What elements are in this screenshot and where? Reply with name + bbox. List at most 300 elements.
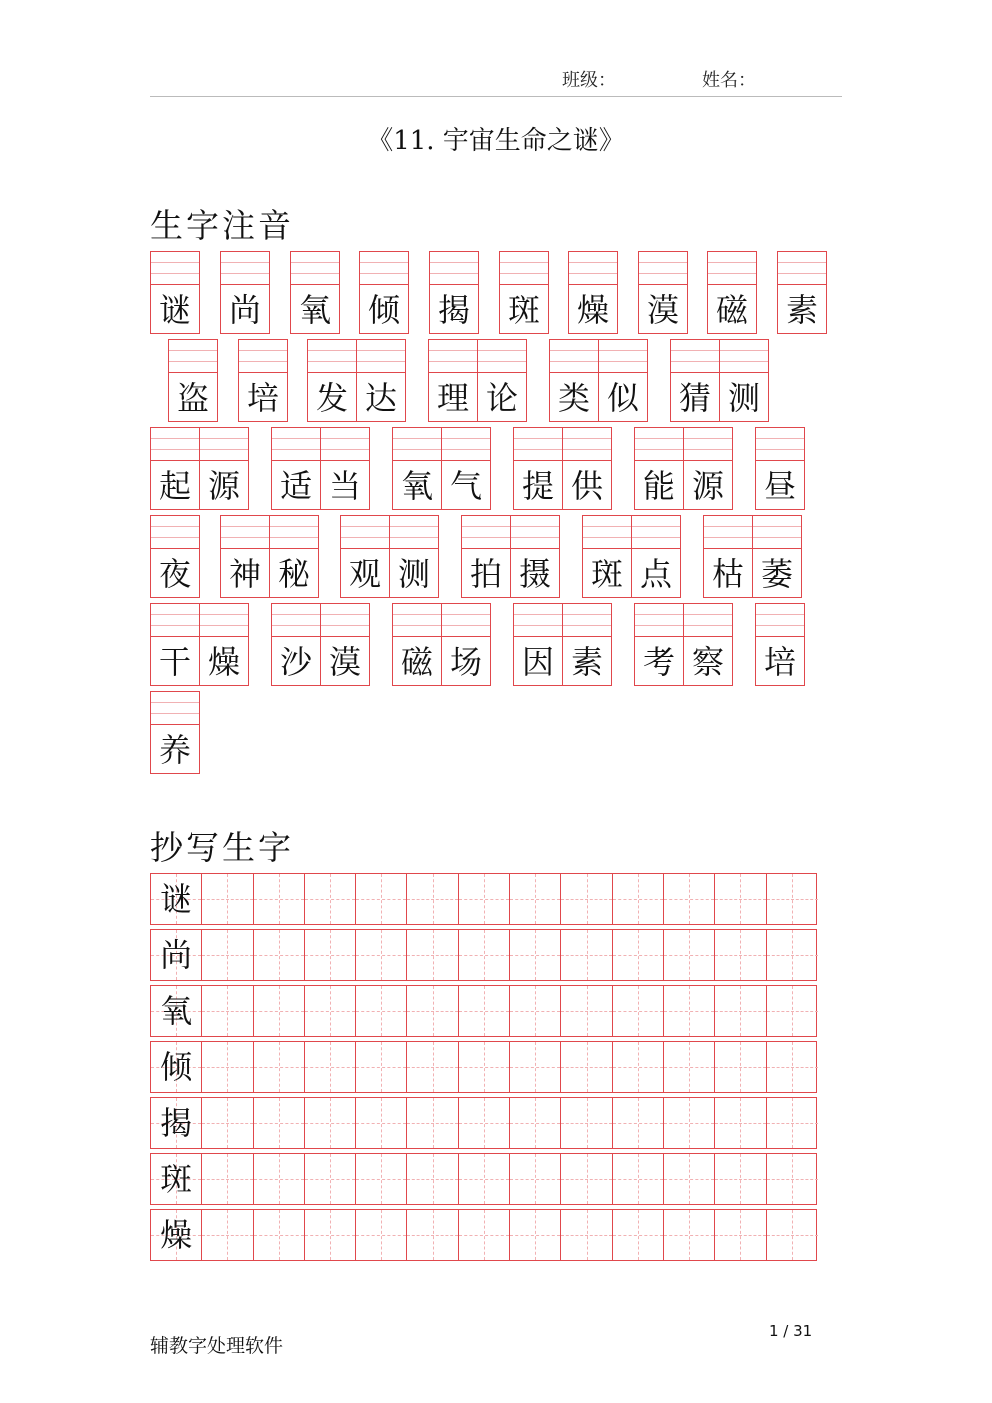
pinyin-lines [151, 516, 199, 549]
copy-cell[interactable] [305, 1042, 356, 1092]
copy-cell[interactable] [254, 1154, 305, 1204]
guide-line-h [202, 1235, 252, 1236]
pinyin-cell [683, 427, 733, 510]
pinyin-cell [513, 603, 563, 686]
copy-cell[interactable] [715, 874, 766, 924]
pinyin-lines [221, 252, 269, 285]
pinyin-lines [321, 428, 369, 461]
vocab-char: 枯 [711, 555, 744, 593]
vocab-word [392, 603, 491, 686]
vocab-char: 当 [328, 467, 361, 505]
vocab-char: 摄 [518, 555, 551, 593]
copy-cell[interactable] [202, 1098, 253, 1148]
vocab-char: 因 [521, 643, 554, 681]
copy-cell[interactable] [664, 1042, 715, 1092]
pinyin-lines [478, 340, 526, 373]
pinyin-cell [670, 339, 720, 422]
copy-lead-cell [151, 930, 202, 980]
guide-line-h [254, 955, 304, 956]
guide-line-h [356, 899, 406, 900]
guide-line-h [356, 1179, 406, 1180]
vocab-char: 拍 [469, 555, 502, 593]
vocab-word [499, 251, 549, 334]
copy-cell[interactable] [561, 1154, 612, 1204]
copy-cell[interactable] [305, 930, 356, 980]
guide-line-h [715, 1011, 765, 1012]
copy-cell[interactable] [356, 874, 407, 924]
section-copy: 抄写生字 [150, 828, 294, 867]
guide-line-h [561, 1123, 611, 1124]
guide-line-h [613, 1235, 663, 1236]
guide-line-h [356, 955, 406, 956]
pinyin-lines [341, 516, 389, 549]
pinyin-lines [514, 428, 562, 461]
copy-cell[interactable] [510, 1098, 561, 1148]
copy-cell[interactable] [407, 986, 458, 1036]
pinyin-lines [151, 252, 199, 285]
guide-line-h [305, 1011, 355, 1012]
pinyin-lines [569, 252, 617, 285]
pinyin-cell [220, 251, 270, 334]
copy-cell[interactable] [202, 930, 253, 980]
pinyin-cell [199, 427, 249, 510]
copy-cell[interactable] [613, 986, 664, 1036]
copy-lead-cell [151, 1210, 202, 1260]
guide-line-h [561, 1235, 611, 1236]
pinyin-lines [756, 604, 804, 637]
vocab-word [634, 603, 733, 686]
copy-cell[interactable] [254, 1098, 305, 1148]
copy-cell[interactable] [305, 1210, 356, 1260]
copy-cell[interactable] [715, 930, 766, 980]
guide-line-h [254, 1179, 304, 1180]
copy-cell[interactable] [510, 1154, 561, 1204]
guide-line-h [664, 899, 714, 900]
guide-line-h [305, 955, 355, 956]
copy-cell[interactable] [356, 1154, 407, 1204]
pinyin-lines [708, 252, 756, 285]
pinyin-cell [199, 603, 249, 686]
copy-cell[interactable] [664, 930, 715, 980]
vocab-char: 氧 [400, 467, 433, 505]
copy-cell[interactable] [305, 986, 356, 1036]
copy-cell[interactable] [767, 1210, 818, 1260]
copy-cell[interactable] [767, 1154, 818, 1204]
copy-cell[interactable] [561, 1210, 612, 1260]
pinyin-cell [429, 251, 479, 334]
guide-line-h [202, 1179, 252, 1180]
vocab-char: 观 [348, 555, 381, 593]
copy-char: 斑 [160, 1160, 193, 1198]
vocab-char: 秘 [277, 555, 310, 593]
vocab-char: 培 [763, 643, 796, 681]
pinyin-lines [635, 428, 683, 461]
vocab-char: 测 [727, 379, 760, 417]
vocab-char: 供 [570, 467, 603, 505]
guide-line-h [510, 1067, 560, 1068]
guide-line-h [767, 955, 818, 956]
guide-line-h [767, 899, 818, 900]
copy-cell[interactable] [767, 986, 818, 1036]
copy-cell[interactable] [459, 930, 510, 980]
pinyin-cell [777, 251, 827, 334]
copy-cell[interactable] [767, 1098, 818, 1148]
pinyin-cell [320, 427, 370, 510]
pinyin-lines [442, 428, 490, 461]
pinyin-lines [599, 340, 647, 373]
copy-cell[interactable] [254, 986, 305, 1036]
pinyin-lines [778, 252, 826, 285]
copy-row [150, 1209, 817, 1261]
pinyin-lines [635, 604, 683, 637]
vocab-char: 斑 [507, 291, 540, 329]
pinyin-cell [638, 251, 688, 334]
copy-cell[interactable] [254, 1210, 305, 1260]
vocab-char: 类 [557, 379, 590, 417]
guide-line-h [561, 955, 611, 956]
copy-cell[interactable] [459, 1154, 510, 1204]
copy-cell[interactable] [613, 1210, 664, 1260]
guide-line-h [254, 1235, 304, 1236]
copy-cell[interactable] [561, 930, 612, 980]
copy-cell[interactable] [561, 1098, 612, 1148]
copy-cell[interactable] [561, 1042, 612, 1092]
pinyin-cell [562, 427, 612, 510]
pinyin-cell [631, 515, 681, 598]
guide-line-h [510, 1179, 560, 1180]
copy-cell[interactable] [254, 1042, 305, 1092]
pinyin-lines [270, 516, 318, 549]
vocab-word [429, 251, 479, 334]
copy-cell[interactable] [510, 1042, 561, 1092]
vocab-word [238, 339, 288, 422]
guide-line-h [407, 1067, 457, 1068]
copy-cell[interactable] [202, 1042, 253, 1092]
copy-cell[interactable] [664, 986, 715, 1036]
vocab-word [670, 339, 769, 422]
vocab-char: 能 [642, 467, 675, 505]
copy-cell[interactable] [561, 986, 612, 1036]
vocab-char: 论 [485, 379, 518, 417]
vocab-char: 燥 [576, 291, 609, 329]
copy-cell[interactable] [202, 1154, 253, 1204]
copy-cell[interactable] [715, 1154, 766, 1204]
pinyin-cell [150, 691, 200, 774]
vocab-char: 素 [570, 643, 603, 681]
copy-char: 倾 [160, 1048, 193, 1086]
pinyin-lines [393, 604, 441, 637]
guide-line-h [561, 1179, 611, 1180]
vocab-char: 素 [785, 291, 818, 329]
vocab-word [703, 515, 802, 598]
copy-char: 谜 [160, 880, 193, 918]
pinyin-cell [719, 339, 769, 422]
copy-char: 燥 [160, 1216, 193, 1254]
pinyin-cell [568, 251, 618, 334]
guide-line-h [613, 899, 663, 900]
pinyin-cell [752, 515, 802, 598]
copy-cell[interactable] [613, 1098, 664, 1148]
copy-cell[interactable] [202, 986, 253, 1036]
guide-line-h [356, 1067, 406, 1068]
guide-line-h [202, 955, 252, 956]
pinyin-cell [238, 339, 288, 422]
pinyin-lines [360, 252, 408, 285]
section-phonetic: 生字注音 [150, 206, 294, 245]
pinyin-lines [704, 516, 752, 549]
pinyin-lines [151, 604, 199, 637]
copy-cell[interactable] [715, 1042, 766, 1092]
pinyin-lines [200, 604, 248, 637]
guide-line-h [407, 1235, 457, 1236]
copy-cell[interactable] [356, 1210, 407, 1260]
pinyin-cell [359, 251, 409, 334]
guide-line-h [202, 1123, 252, 1124]
copy-cell[interactable] [254, 930, 305, 980]
pinyin-lines [239, 340, 287, 373]
guide-line-h [561, 1067, 611, 1068]
pinyin-lines [151, 692, 199, 725]
vocab-word [755, 427, 805, 510]
vocab-char: 起 [158, 467, 191, 505]
copy-cell[interactable] [459, 1210, 510, 1260]
guide-line-h [407, 899, 457, 900]
vocab-word [513, 603, 612, 686]
vocab-char: 发 [315, 379, 348, 417]
vocab-word [150, 515, 200, 598]
guide-line-h [202, 899, 252, 900]
pinyin-cell [562, 603, 612, 686]
guide-line-h [305, 1123, 355, 1124]
vocab-word [290, 251, 340, 334]
pinyin-cell [461, 515, 511, 598]
vocab-char: 干 [158, 643, 191, 681]
vocab-word [568, 251, 618, 334]
vocab-char: 漠 [646, 291, 679, 329]
copy-cell[interactable] [613, 874, 664, 924]
pinyin-cell [549, 339, 599, 422]
vocab-word [755, 603, 805, 686]
copy-cell[interactable] [305, 1098, 356, 1148]
pinyin-lines [462, 516, 510, 549]
pinyin-cell [320, 603, 370, 686]
vocab-char: 培 [246, 379, 279, 417]
vocab-word [359, 251, 409, 334]
guide-line-h [356, 1235, 406, 1236]
copy-cell[interactable] [715, 1210, 766, 1260]
vocab-word [777, 251, 827, 334]
pinyin-cell [510, 515, 560, 598]
vocab-char: 氧 [298, 291, 331, 329]
pinyin-lines [308, 340, 356, 373]
copy-row [150, 1153, 817, 1205]
pinyin-cell [220, 515, 270, 598]
vocab-char: 盗 [176, 379, 209, 417]
guide-line-h [767, 1235, 818, 1236]
class-label: 班级： [562, 70, 616, 91]
copy-cell[interactable] [356, 930, 407, 980]
pinyin-cell [634, 603, 684, 686]
pinyin-lines [563, 428, 611, 461]
copy-cell[interactable] [459, 1098, 510, 1148]
pinyin-lines [583, 516, 631, 549]
vocab-word [271, 427, 370, 510]
copy-cell[interactable] [459, 874, 510, 924]
copy-row [150, 929, 817, 981]
guide-line-h [202, 1067, 252, 1068]
pinyin-lines [756, 428, 804, 461]
guide-line-h [715, 1235, 765, 1236]
copy-cell[interactable] [561, 874, 612, 924]
guide-line-h [767, 1123, 818, 1124]
copy-cell[interactable] [664, 1210, 715, 1260]
vocab-word [168, 339, 218, 422]
vocab-char: 斑 [590, 555, 623, 593]
copy-cell[interactable] [715, 986, 766, 1036]
guide-line-h [613, 1123, 663, 1124]
vocab-word [150, 691, 200, 774]
pinyin-cell [150, 251, 200, 334]
copy-cell[interactable] [664, 1098, 715, 1148]
pinyin-lines [291, 252, 339, 285]
pinyin-cell [392, 603, 442, 686]
copy-cell[interactable] [459, 1042, 510, 1092]
copy-cell[interactable] [407, 1210, 458, 1260]
copy-cell[interactable] [356, 986, 407, 1036]
copy-cell[interactable] [767, 930, 818, 980]
pinyin-lines [321, 604, 369, 637]
pinyin-cell [340, 515, 390, 598]
guide-line-h [407, 955, 457, 956]
vocab-char: 达 [364, 379, 397, 417]
vocab-word [513, 427, 612, 510]
page-title: 《11. 宇宙生命之谜》 [367, 126, 625, 156]
pinyin-cell [269, 515, 319, 598]
guide-line-h [664, 1235, 714, 1236]
pinyin-cell [683, 603, 733, 686]
copy-row [150, 873, 817, 925]
vocab-char: 磁 [400, 643, 433, 681]
guide-line-h [715, 899, 765, 900]
pinyin-lines [200, 428, 248, 461]
vocab-char: 神 [228, 555, 261, 593]
vocab-char: 场 [449, 643, 482, 681]
guide-line-h [510, 955, 560, 956]
copy-cell[interactable] [407, 1154, 458, 1204]
header-divider [150, 96, 842, 97]
copy-cell[interactable] [356, 1042, 407, 1092]
guide-line-h [459, 1235, 509, 1236]
pinyin-lines [442, 604, 490, 637]
pinyin-lines [221, 516, 269, 549]
guide-line-h [715, 1179, 765, 1180]
copy-cell[interactable] [407, 1042, 458, 1092]
pinyin-cell [389, 515, 439, 598]
vocab-char: 燥 [207, 643, 240, 681]
pinyin-cell [392, 427, 442, 510]
guide-line-h [664, 1123, 714, 1124]
footer-software: 辅教字处理软件 [150, 1335, 284, 1357]
pinyin-cell [356, 339, 406, 422]
copy-cell[interactable] [407, 874, 458, 924]
vocab-word [582, 515, 681, 598]
vocab-word [549, 339, 648, 422]
vocab-char: 考 [642, 643, 675, 681]
vocab-word [307, 339, 406, 422]
copy-cell[interactable] [510, 930, 561, 980]
guide-line-h [305, 1067, 355, 1068]
pinyin-cell [441, 427, 491, 510]
pinyin-cell [150, 515, 200, 598]
pinyin-cell [271, 427, 321, 510]
vocab-char: 源 [207, 467, 240, 505]
copy-cell[interactable] [664, 1154, 715, 1204]
copy-cell[interactable] [613, 930, 664, 980]
guide-line-h [664, 955, 714, 956]
copy-cell[interactable] [510, 874, 561, 924]
copy-cell[interactable] [715, 1098, 766, 1148]
guide-line-h [664, 1067, 714, 1068]
guide-line-h [715, 1123, 765, 1124]
vocab-char: 倾 [367, 291, 400, 329]
guide-line-h [459, 1067, 509, 1068]
copy-cell[interactable] [664, 874, 715, 924]
vocab-char: 揭 [437, 291, 470, 329]
pinyin-cell [150, 427, 200, 510]
copy-char: 揭 [160, 1104, 193, 1142]
copy-lead-cell [151, 1042, 202, 1092]
vocab-char: 适 [279, 467, 312, 505]
pinyin-lines [563, 604, 611, 637]
vocab-word [150, 251, 200, 334]
guide-line-h [459, 899, 509, 900]
copy-cell[interactable] [767, 874, 818, 924]
vocab-char: 测 [397, 555, 430, 593]
vocab-word [340, 515, 439, 598]
copy-cell[interactable] [459, 986, 510, 1036]
pinyin-lines [151, 428, 199, 461]
pinyin-cell [634, 427, 684, 510]
copy-cell[interactable] [510, 986, 561, 1036]
pinyin-cell [582, 515, 632, 598]
pinyin-lines [511, 516, 559, 549]
pinyin-cell [703, 515, 753, 598]
guide-line-h [407, 1179, 457, 1180]
pinyin-cell [477, 339, 527, 422]
vocab-word [461, 515, 560, 598]
copy-cell[interactable] [613, 1154, 664, 1204]
pinyin-lines [169, 340, 217, 373]
pinyin-lines [390, 516, 438, 549]
copy-cell[interactable] [407, 930, 458, 980]
copy-cell[interactable] [407, 1098, 458, 1148]
guide-line-h [459, 955, 509, 956]
copy-cell[interactable] [356, 1098, 407, 1148]
vocab-word [150, 427, 249, 510]
copy-cell[interactable] [767, 1042, 818, 1092]
copy-cell[interactable] [254, 874, 305, 924]
copy-cell[interactable] [202, 1210, 253, 1260]
copy-cell[interactable] [305, 874, 356, 924]
copy-cell[interactable] [510, 1210, 561, 1260]
vocab-char: 提 [521, 467, 554, 505]
vocab-char: 谜 [158, 291, 191, 329]
guide-line-h [767, 1011, 818, 1012]
copy-cell[interactable] [305, 1154, 356, 1204]
pinyin-lines [753, 516, 801, 549]
copy-cell[interactable] [613, 1042, 664, 1092]
copy-cell[interactable] [202, 874, 253, 924]
